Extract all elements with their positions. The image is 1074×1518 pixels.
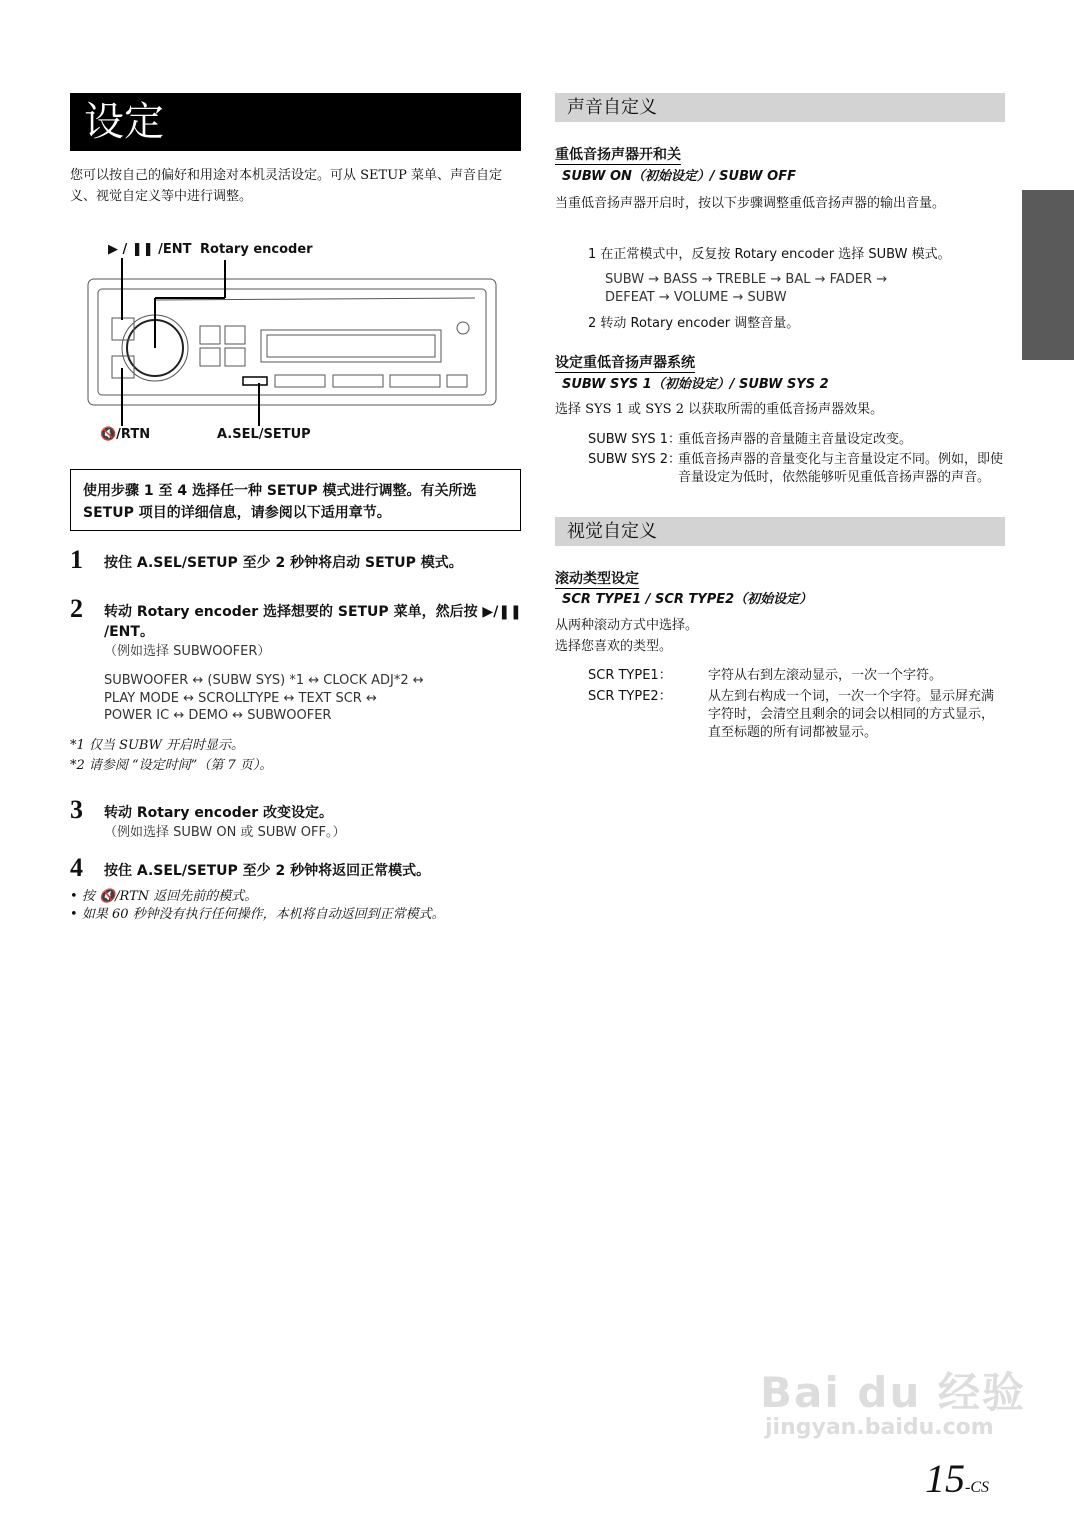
step-4-text: 按住 A.SEL/SETUP 至少 2 秒钟将返回正常模式。 xyxy=(104,863,431,879)
scroll-type-options: SCR TYPE1 / SCR TYPE2（初始设定） xyxy=(562,592,813,607)
section-sound-title: 声音自定义 xyxy=(555,93,1005,122)
footnote-2: *2 请参阅 “设定时间”（第 7 页）。 xyxy=(70,758,273,773)
step-3-example: （例如选择 SUBW ON 或 SUBW OFF。） xyxy=(104,825,346,840)
note-box: 使用步骤 1 至 4 选择任一种 SETUP 模式进行调整。有关所选 SETUP 项目的详细信息，请参阅以下适用章节。 xyxy=(70,469,521,531)
step-1-number: 1 xyxy=(70,545,83,574)
menu-sequence-line: POWER IC ↔ DEMO ↔ SUBWOOFER xyxy=(104,708,332,723)
page-number: 15-CS xyxy=(925,1456,989,1501)
asel-label: A.SEL/SETUP xyxy=(217,427,311,442)
subw-sequence-line: SUBW → BASS → TREBLE → BAL → FADER → xyxy=(605,272,888,287)
scr-type2-key: SCR TYPE2： xyxy=(588,689,672,704)
play-ent-label: ▶ / ❚❚ /ENT xyxy=(108,242,192,257)
menu-sequence-line: PLAY MODE ↔ SCROLLTYPE ↔ TEXT SCR ↔ xyxy=(104,691,377,706)
subw-sys2-key: SUBW SYS 2： xyxy=(588,452,682,467)
side-tab xyxy=(1022,190,1074,360)
subw-system-options: SUBW SYS 1（初始设定）/ SUBW SYS 2 xyxy=(562,377,829,392)
subw-sys1-key: SUBW SYS 1： xyxy=(588,432,682,447)
bullet-text: 如果 60 秒钟没有执行任何操作，本机将自动返回到正常模式。 xyxy=(81,907,445,922)
scroll-type-heading: 滚动类型设定 xyxy=(555,571,639,587)
scr-type1-key: SCR TYPE1： xyxy=(588,668,672,683)
scroll-desc-1: 从两种滚动方式中选择。 xyxy=(555,618,699,633)
rtn-label: 🔇/RTN xyxy=(100,427,151,442)
subwoofer-step-1: 1 在正常模式中，反复按 Rotary encoder 选择 SUBW 模式。 xyxy=(588,247,951,262)
intro-text: 您可以按自己的偏好和用途对本机灵活设定。可从 SETUP 菜单、声音自定义、视觉自定义等中进行调整。 xyxy=(70,168,503,204)
section-visual-title: 视觉自定义 xyxy=(555,517,1005,546)
step-2-text: 转动 Rotary encoder 选择想要的 SETUP 菜单，然后按 ▶/❚❚ /ENT。 xyxy=(104,604,522,640)
subw-system-heading: 设定重低音扬声器系统 xyxy=(555,355,695,371)
page-title: 设定 xyxy=(70,93,521,151)
scr-type2-value: 从左到右构成一个词，一次一个字符。显示屏充满字符时，会清空且剩余的词会以相同的方式显示，直至标题的所有词都被显示。 xyxy=(708,689,995,740)
scr-type1-value: 字符从右到左滚动显示，一次一个字符。 xyxy=(708,668,943,683)
step-1-text: 按住 A.SEL/SETUP 至少 2 秒钟将启动 SETUP 模式。 xyxy=(104,555,463,571)
watermark-url: jingyan.baidu.com xyxy=(765,1415,994,1440)
menu-sequence-line: SUBWOOFER ↔ (SUBW SYS) *1 ↔ CLOCK ADJ*2 ↔ xyxy=(104,673,424,688)
subwoofer-onoff-options: SUBW ON（初始设定）/ SUBW OFF xyxy=(562,169,796,184)
scroll-desc-2: 选择您喜欢的类型。 xyxy=(555,639,673,654)
bullet-text: 按 🔇/RTN 返回先前的模式。 xyxy=(81,889,258,904)
footnote-1: *1 仅当 SUBW 开启时显示。 xyxy=(70,738,244,753)
step-3-text: 转动 Rotary encoder 改变设定。 xyxy=(104,805,333,821)
watermark-logo: Bai du 经验 xyxy=(760,1368,1026,1417)
subw-sys1-value: 重低音扬声器的音量随主音量设定改变。 xyxy=(678,432,913,447)
subwoofer-onoff-heading: 重低音扬声器开和关 xyxy=(555,147,681,163)
step-2-number: 2 xyxy=(70,594,83,623)
step-3-number: 3 xyxy=(70,795,83,824)
subw-sequence-line: DEFEAT → VOLUME → SUBW xyxy=(605,290,787,305)
subwoofer-step-2: 2 转动 Rotary encoder 调整音量。 xyxy=(588,316,800,331)
page: 设定 您可以按自己的偏好和用途对本机灵活设定。可从 SETUP 菜单、声音自定义、视觉自定义等中进行调整。 ▶ / ❚❚ /ENT Rotary encoder 🔇/RTN A.SEL/SETUP 使用步骤 1 至 4 选择任一种 SETUP 模式进行调整。有关所选 SETUP 项目的详细信息，请参阅以下适用章节。 1 按住 A.SEL/SETUP 至少 2 秒钟将启动 SETUP 模式。 2 转动 Rotary encoder 选择想要的 SETUP 菜单，然后按 ▶/❚❚ /ENT。 （例如选择 SUBWOOFER） SUBWOOFER ↔ (SUBW SYS) *1 ↔ CLOCK ADJ*2 ↔ PLAY MODE ↔ SCROLLTYPE ↔ TEXT SCR ↔ POWER IC ↔ DEMO ↔ SUBWOOFER *1 仅当 SUBW 开启时显示。 *2 请参阅 “设定时间”（第 7 页）。 3 转动 Rotary encoder 改变设定。 （例如选择 SUBW ON 或 SUBW OFF。） 4 按住 A.SEL/SETUP 至少 2 秒钟将返回正常模式。 • 按 🔇/RTN 返回先前的模式。 • 如果 60 秒钟没有执行任何操作，本机将自动返回到正常模式。 声音自定义 重低音扬声器开和关 SUBW ON（初始设定）/ SUBW OFF 当重低音扬声器开启时，按以下步骤调整重低音扬声器的输出音量。 1 在正常模式中，反复按 Rotary encoder 选择 SUBW 模式。 SUBW → BASS → TREBLE → BAL → FADER → DEFEAT → VOLUME → SUBW 2 转动 Rotary encoder 调整音量。 设定重低音扬声器系统 SUBW SYS 1（初始设定）/ SUBW SYS 2 选择 SYS 1 或 SYS 2 以获取所需的重低音扬声器效果。 SUBW SYS 1： 重低音扬声器的音量随主音量设定改变。 SUBW SYS 2： 重低音扬声器的音量变化与主音量设定不同。例如，即使音量设定为低时，依然能够听见重低音扬声器的声音。 视觉自定义 滚动类型设定 SCR TYPE1 / SCR TYPE2（初始设定） 从两种滚动方式中选择。 选择您喜欢的类型。 SCR TYPE1： 字符从右到左滚动显示，一次一个字符。 SCR TYPE2： 从左到右构成一个词，一次一个字符。显示屏充满字符时，会清空且剩余的词会以相同的方式显示，直至标题的所有词都被显示。 Bai du 经验 jingyan.baidu.com 15-CS xyxy=(0,0,1074,1518)
subwoofer-desc: 当重低音扬声器开启时，按以下步骤调整重低音扬声器的输出音量。 xyxy=(555,196,946,211)
subw-sys2-value: 重低音扬声器的音量变化与主音量设定不同。例如，即使音量设定为低时，依然能够听见重低音扬声器的声音。 xyxy=(678,452,1004,485)
head-unit-diagram xyxy=(85,258,505,428)
step-2-example: （例如选择 SUBWOOFER） xyxy=(104,644,271,659)
subw-system-desc: 选择 SYS 1 或 SYS 2 以获取所需的重低音扬声器效果。 xyxy=(555,402,884,417)
step-4-number: 4 xyxy=(70,853,83,882)
rotary-label: Rotary encoder xyxy=(200,242,313,257)
